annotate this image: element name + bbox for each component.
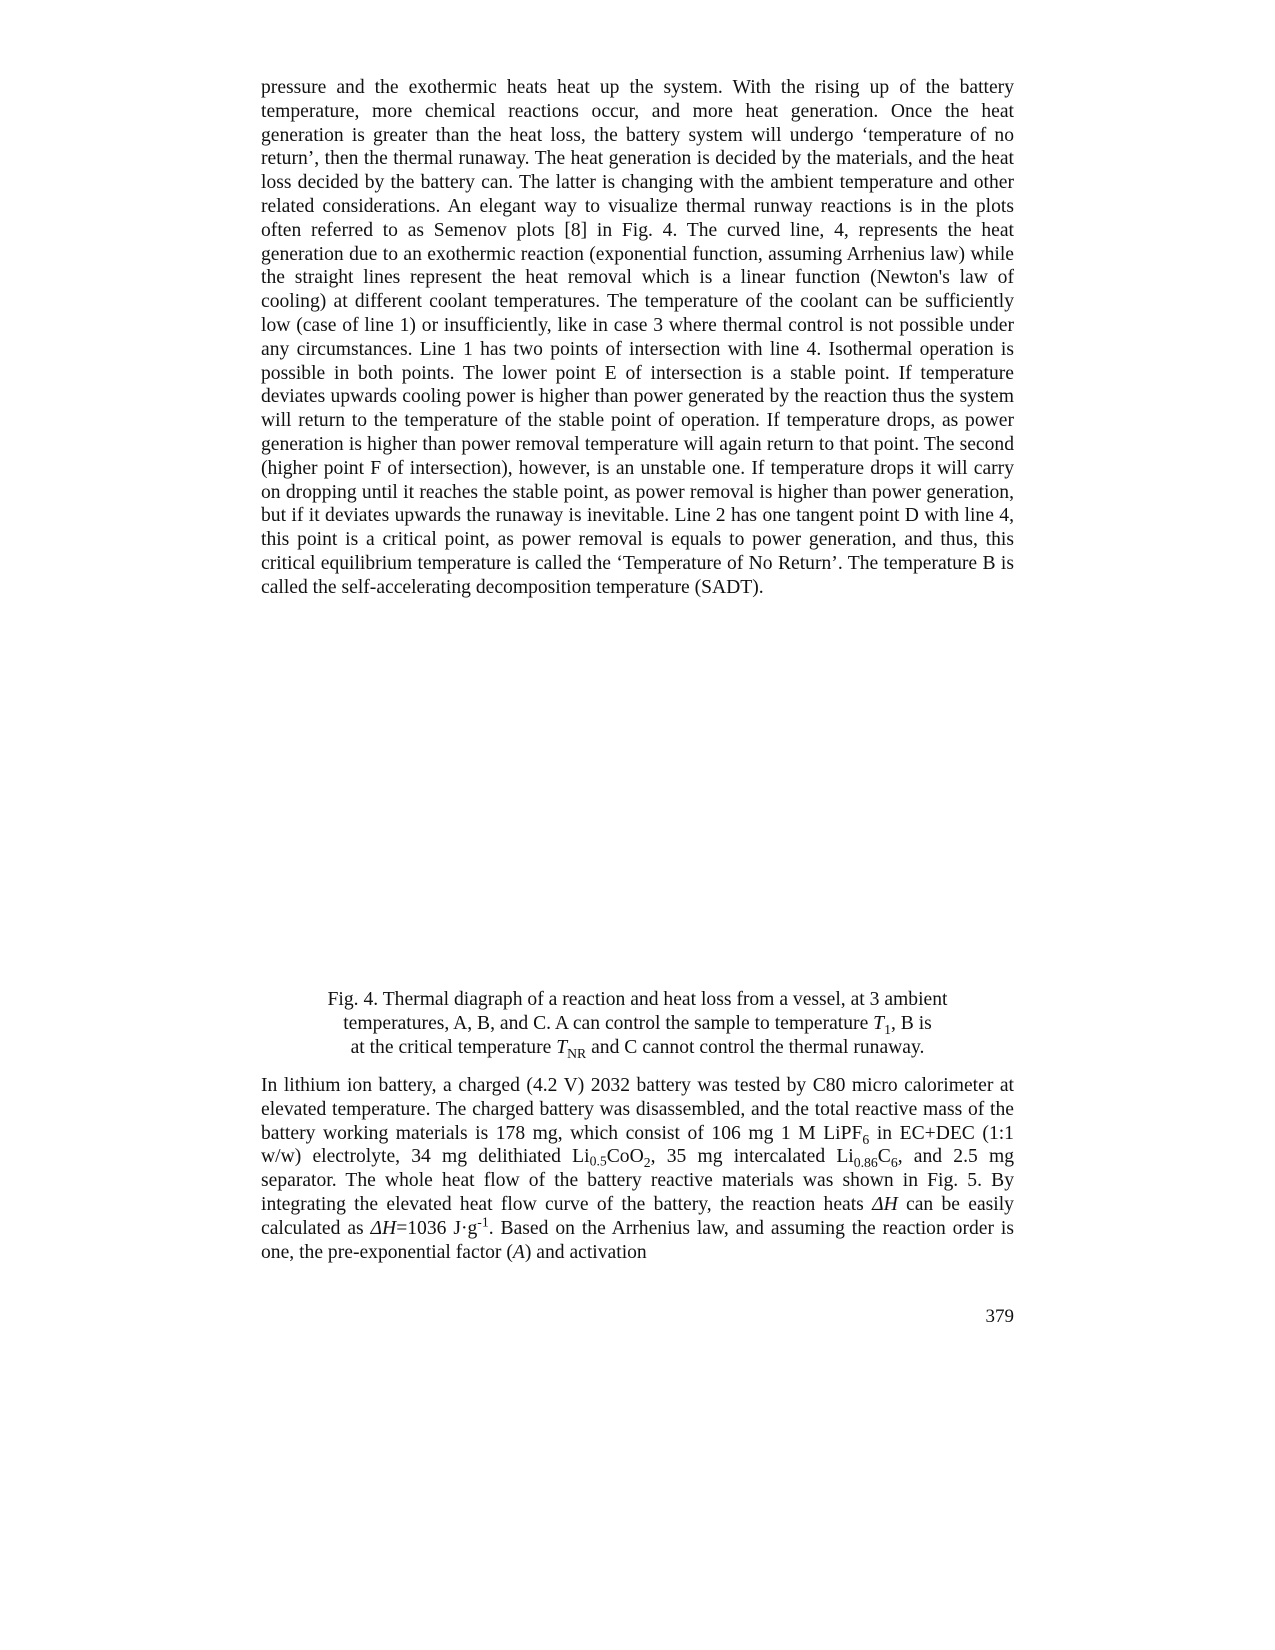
body-paragraph-1: pressure and the exothermic heats heat up the system. With the rising up of the battery temperature, more chemical reactions occur, and more heat generation. Once the heat generation is greater than the heat loss, the battery system will undergo ‘temperature of no return’, then the thermal runaway. The heat generation is decided by the materials, and the heat loss decided by the battery can. The latter is changing with the ambient temperature and other related considerations. An elegant way to visualize thermal runway reactions is in the plots often referred to as Semenov plots [8] in Fig. 4. The curved line, 4, represents the heat generation due to an exothermic reaction (exponential function, assuming Arrhenius law) while the straight lines represent the heat removal which is a linear function (Newton's law of cooling) at different coolant temperatures. The temperature of the coolant can be sufficiently low (case of line 1) or insufficiently, like in case 3 where thermal control is not possible under any circumstances. Line 1 has two points of intersection with line 4. Isothermal operation is possible in both points. The lower point E of intersection is a stable point. If temperature deviates upwards cooling power is higher than power generated by the reaction thus the system will return to the temperature of the stable point of operation. If temperature drops, as power generation is higher than power removal temperature will again return to that point. The second (higher point F of intersection), however, is an unstable one. If temperature drops it will carry on dropping until it reaches the stable point, as power removal is higher than power generation, but if it deviates upwards the runaway is inevitable. Line 2 has one tangent point D with line 4, this point is a critical point, as power removal is equals to power generation, and thus, this critical equilibrium temperature is called the ‘Temperature of No Return’. The temperature B is called the self-accelerating decomposition temperature (SADT). <box>261 77 1014 598</box>
caption-line-2: temperatures, A, B, and C. A can control the sample to temperature $T_1$, B is <box>343 1012 932 1037</box>
body-paragraph-2: In lithium ion battery, a charged (4.2 V) 2032 battery was tested by C80 micro calorimeter at elevated temperature. The charged battery was disassembled, and the total reactive mass of the battery working materials is 178 mg, which consist of 106 mg 1 M LiPF$_6$ in EC+DEC (1:1 w/w) electrolyte, 34 mg delithiated Li0.5CoO$_2$, 35 mg intercalated $Li_{0.86}C_6$, and 2.5 mg separator. The whole heat flow of the battery reactive materials was shown in Fig. 5. By integrating the elevated heat flow curve of the battery, the reaction heats ΔH can be easily calculated as ΔH=1036 $J\cdot g^{-1}$. Based on the Arrhenius law, and assuming the reaction order is one, the pre-exponential factor (A) and activation <box>261 1075 1014 1263</box>
caption-line-3: at the critical temperature $T_{NR}$ and C cannot control the thermal runaway. <box>350 1036 925 1061</box>
page-number: 379 <box>985 1306 1014 1327</box>
caption-line-1: Fig. 4. Thermal diagraph of a reaction and heat loss from a vessel, at 3 ambient <box>327 989 948 1010</box>
figure-4-caption <box>300 988 975 1059</box>
figure-4-area <box>261 666 1014 982</box>
